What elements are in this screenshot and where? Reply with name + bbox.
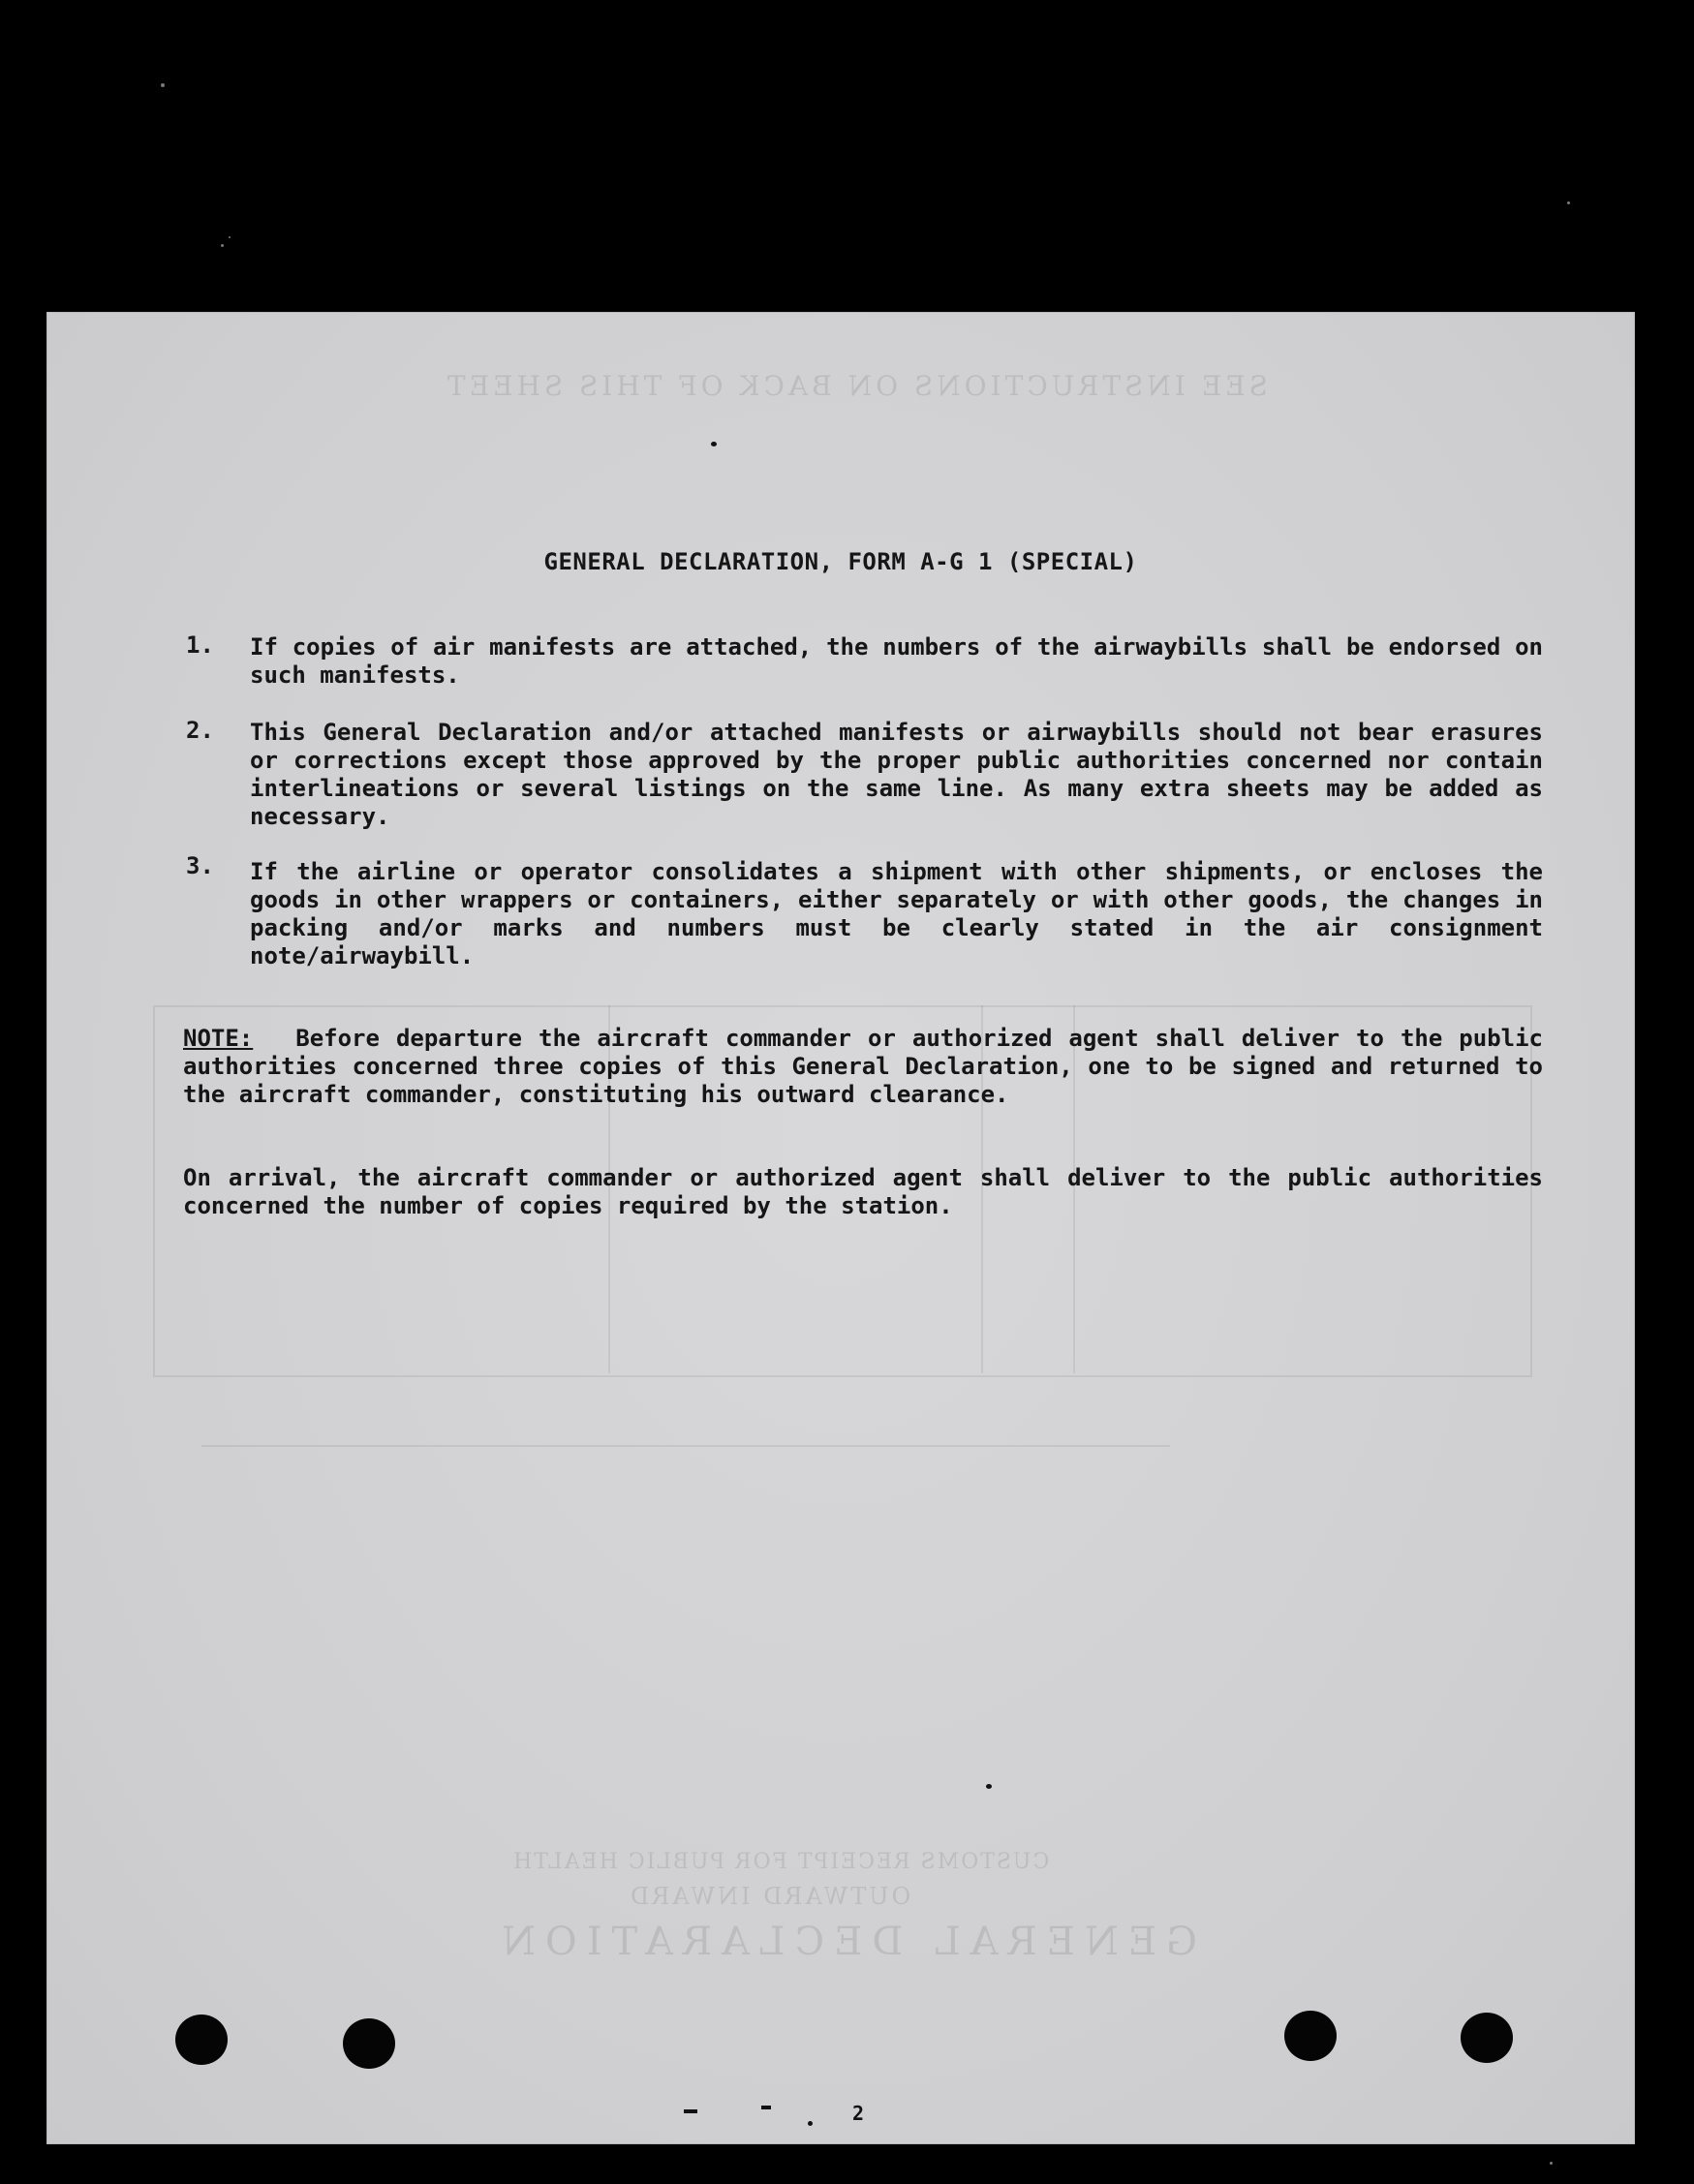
punch-hole [343,2018,395,2069]
scan-mark [684,2109,697,2113]
bleed-through-title: GENERAL DECLARATION [492,1920,1198,1964]
item-number: 1. [186,631,214,659]
arrival-paragraph: On arrival, the aircraft commander or authorized agent shall deliver to the public authorities concerned the number of copies required by the station. [183,1164,1543,1219]
item-number: 3. [186,852,214,879]
item-text: If the airline or operator consolidates a shipment with other shipments, or encloses the goods in other wrappers or containers, either separately or with other goods, the changes in packing and/or marks and numbers must be clearly stated in the air consignment note/airwaybill. [250,858,1543,969]
note-text: Before departure the aircraft commander or authorized agent shall deliver to the public authorities concerned three copies of this General Declaration, one to be signed and returned to the aircraft commander, constituting his outward clearance. [183,1025,1543,1108]
punch-hole [175,2015,228,2065]
bleed-through-rule [201,1445,1170,1447]
item-number: 2. [186,717,214,744]
item-text: This General Declaration and/or attached manifests or airwaybills should not bear erasures or corrections except those approved by the proper public authorities concerned nor contain interlineations or several listings on the same line. As many extra sheets may be added as necessary. [250,719,1543,830]
document-title: GENERAL DECLARATION, FORM A-G 1 (SPECIAL) [543,548,1138,575]
scan-mark [761,2106,771,2109]
bleed-through-subtitle: OUTWARD INWARD [628,1883,911,1910]
scan-mark [711,442,717,446]
scan-mark [986,1784,992,1789]
punch-hole [1461,2013,1513,2063]
bleed-through-line: CUSTOMS RECEIPT FOR PUBLIC HEALTH [511,1850,1050,1874]
bleed-through-heading: SEE INSTRUCTIONS ON BACK OF THIS SHEET [444,370,1268,402]
punch-hole [1284,2011,1337,2061]
item-text: If copies of air manifests are attached, the numbers of the airwaybills shall be endorsed on such manifests. [250,633,1543,689]
paper-sheet [46,312,1635,2144]
scan-mark [808,2121,813,2126]
note-label: NOTE: [183,1025,254,1052]
page-number: 2 [852,2102,865,2125]
note-paragraph [183,1025,1543,1109]
